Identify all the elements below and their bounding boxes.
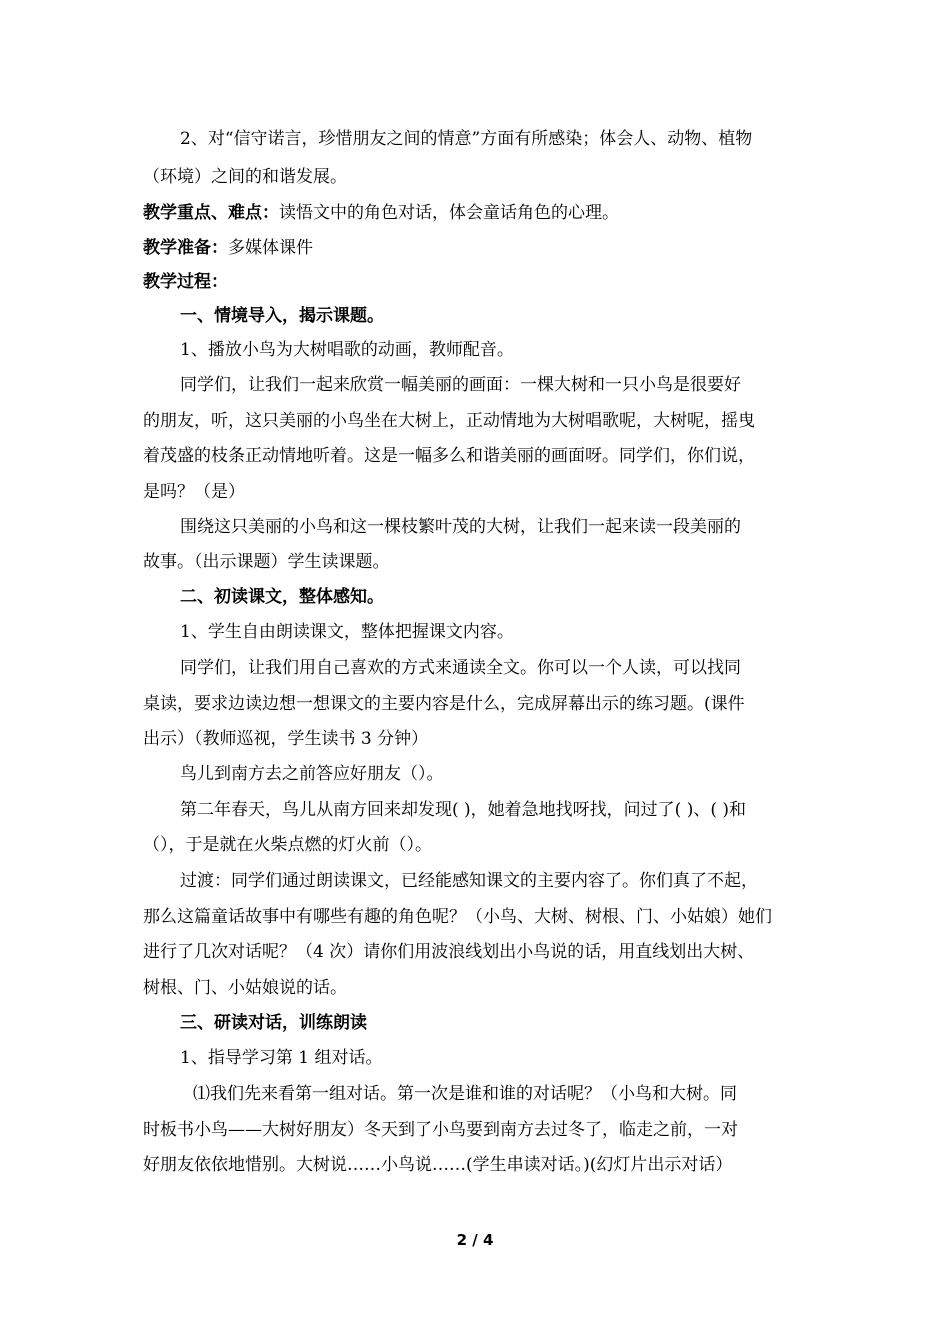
section-2-item-1: 1、学生自由朗读课文，整体把握课文内容。 [180,622,514,642]
section-1-para-2-line-1: 围绕这只美丽的小鸟和这一棵枝繁叶茂的大树，让我们一起来读一段美丽的 [180,517,741,537]
section-1-para-1-line-3: 着茂盛的枝条正动情地听着。这是一幅多么和谐美丽的画面呀。同学们，你们说， [143,446,755,466]
section-1-heading: 一、情境导入，揭示课题。 [180,306,384,326]
section-2-para-2-line-1: 过渡：同学们通过朗读课文，已经能感知课文的主要内容了。你们真了不起， [180,871,758,891]
section-2-para-2-line-4: 树根、门、小姑娘说的话。 [143,978,347,998]
section-2-exercise-1: 鸟儿到南方去之前答应好朋友（）。 [180,764,444,784]
section-2-para-1-line-2: 桌读，要求边读边想一想课文的主要内容是什么，完成屏幕出示的练习题。(课件 [143,694,745,714]
section-3-heading: 三、研读对话，训练朗读 [180,1013,367,1033]
preparation [143,236,813,260]
section-1-para-1-line-2: 的朋友，听，这只美丽的小鸟坐在大树上，正动情地为大树唱歌呢，大树呢，摇曳 [143,411,755,431]
objective-2-line-1: 2、对“信守诺言，珍惜朋友之间的情意”方面有所感染；体会人、动物、植物 [180,129,753,149]
section-1-item-1: 1、播放小鸟为大树唱歌的动画，教师配音。 [180,340,514,360]
section-3-para-1-line-1: ⑴我们先来看第一组对话。第一次是谁和谁的对话呢？（小鸟和大树。同 [193,1084,737,1104]
section-2-para-2-line-3: 进行了几次对话呢？（4 次）请你们用波浪线划出小鸟说的话，用直线划出大树、 [143,942,755,962]
section-2-para-2-line-2: 那么这篇童话故事中有哪些有趣的角色呢？（小鸟、大树、树根、门、小姑娘）她们 [143,907,772,927]
objective-2-line-2: （环境）之间的和谐发展。 [143,167,347,187]
section-2-para-1-line-1: 同学们，让我们用自己喜欢的方式来通读全文。你可以一个人读，可以找同 [180,658,741,678]
section-3-para-1-line-3: 好朋友依依地惜别。大树说……小鸟说……(学生串读对话。)(幻灯片出示对话） [143,1155,733,1175]
process-label: 教学过程： [143,272,228,292]
preparation-text: 多媒体课件 [228,238,313,258]
key-points [143,201,813,225]
page-number: 2 / 4 [456,1231,494,1249]
section-2-exercise-2-line-2: （），于是就在火柴点燃的灯火前（）。 [143,835,432,855]
preparation-label: 教学准备： [143,238,228,258]
section-2-exercise-2-line-1: 第二年春天，鸟儿从南方回来却发现( )，她着急地找呀找，问过了( )、( )和 [180,800,747,820]
section-2-para-1-line-3: 出示）（教师巡视，学生读书 3 分钟） [143,729,429,749]
section-3-item-1: 1、指导学习第 1 组对话。 [180,1048,383,1068]
section-1-para-1-line-1: 同学们，让我们一起来欣赏一幅美丽的画面：一棵大树和一只小鸟是很要好 [180,375,741,395]
key-points-text: 读悟文中的角色对话，体会童话角色的心理。 [279,203,619,223]
section-1-para-2-line-2: 故事。（出示课题）学生读课题。 [143,552,390,572]
key-points-label: 教学重点、难点： [143,203,279,223]
section-3-para-1-line-2: 时板书小鸟——大树好朋友）冬天到了小鸟要到南方去过冬了，临走之前，一对 [143,1120,738,1140]
section-2-heading: 二、初读课文，整体感知。 [180,587,384,607]
section-1-para-1-line-4: 是吗？（是） [143,482,245,502]
